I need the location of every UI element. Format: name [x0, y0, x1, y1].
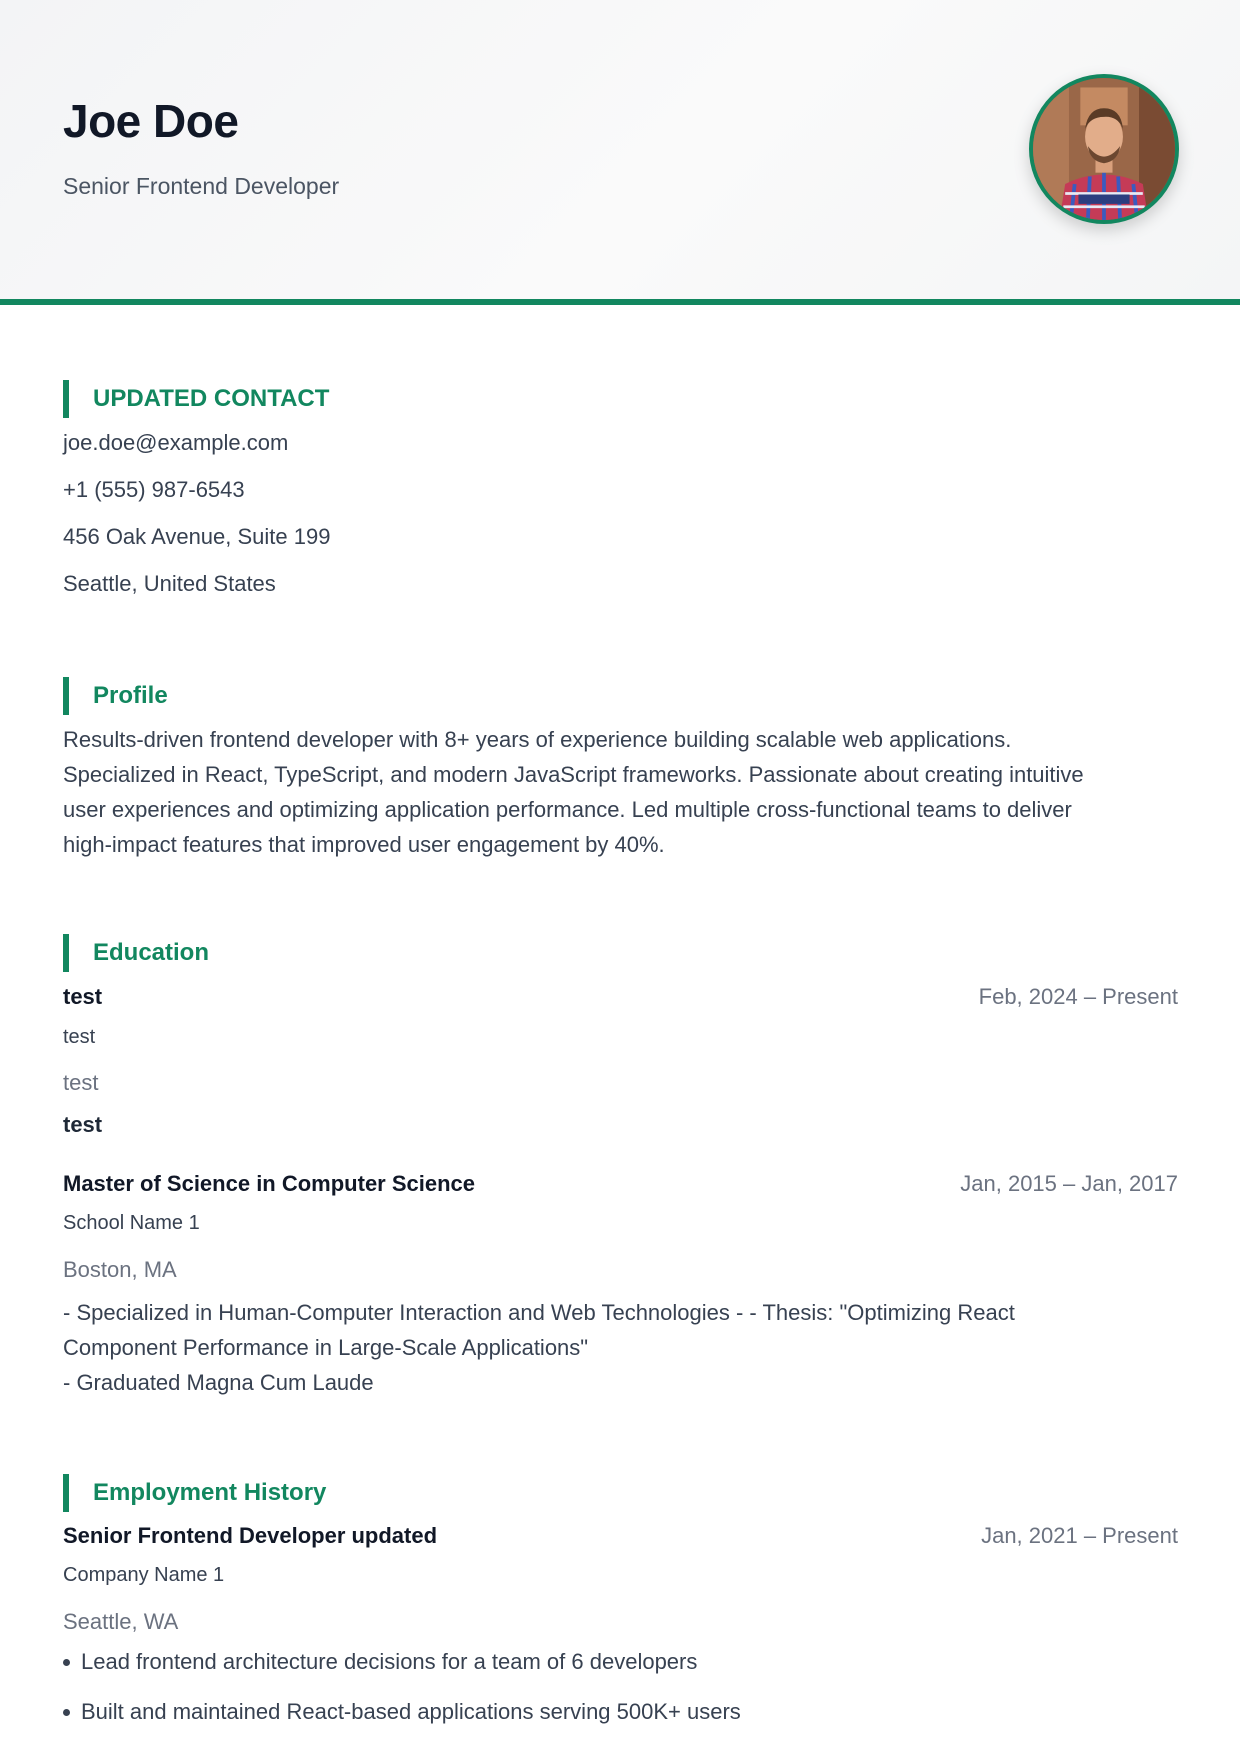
profile-line: Results-driven frontend developer with 8+ years of experience building scalable web applications.: [63, 727, 1012, 752]
employment-role: Senior Frontend Developer updated: [63, 1523, 438, 1548]
education-dates: Feb, 2024 – Present: [978, 984, 1178, 1009]
education-description: [63, 1295, 1183, 1400]
education-degree: test: [63, 984, 103, 1009]
contact-email[interactable]: joe.doe@example.com: [63, 430, 289, 455]
profile-line: high-impact features that improved user engagement by 40%.: [63, 832, 665, 857]
list-item: Lead frontend architecture decisions for a team of 6 developers: [63, 1647, 1183, 1697]
candidate-title: Senior Frontend Developer: [63, 173, 340, 199]
employment-company: Company Name 1: [63, 1564, 225, 1586]
employment-heading: Employment History: [63, 1474, 326, 1512]
education-description: test: [63, 1112, 103, 1137]
profile-heading: Profile: [63, 677, 168, 715]
contact-phone[interactable]: +1 (555) 987-6543: [63, 477, 245, 502]
education-location: Boston, MA: [63, 1257, 177, 1282]
education-dates: Jan, 2015 – Jan, 2017: [960, 1171, 1178, 1196]
resume-header: [0, 0, 1240, 299]
candidate-name: Joe Doe: [63, 95, 239, 147]
contact-heading: UPDATED CONTACT: [63, 380, 329, 418]
education-location: test: [63, 1070, 99, 1095]
header-accent-rule: [0, 299, 1240, 305]
employment-bullets: [63, 1647, 1183, 1747]
education-description-line: - Specialized in Human-Computer Interaction and Web Technologies - - Thesis: "Optimizing React: [63, 1300, 1015, 1325]
education-degree: Master of Science in Computer Science: [63, 1171, 476, 1196]
education-description-line: Component Performance in Large-Scale Applications": [63, 1335, 589, 1360]
education-school: School Name 1: [63, 1212, 200, 1234]
profile-line: Specialized in React, TypeScript, and modern JavaScript frameworks. Passionate about creating intuitive: [63, 762, 1084, 787]
contact-address: 456 Oak Avenue, Suite 199: [63, 524, 331, 549]
employment-dates: Jan, 2021 – Present: [981, 1523, 1178, 1548]
education-description-line: - Graduated Magna Cum Laude: [63, 1370, 374, 1395]
list-item: Built and maintained React-based applications serving 500K+ users: [63, 1697, 1183, 1747]
profile-line: user experiences and optimizing application performance. Led multiple cross-functional teams to deliver: [63, 797, 1072, 822]
education-school: test: [63, 1026, 96, 1048]
contact-city: Seattle, United States: [63, 571, 276, 596]
education-heading: Education: [63, 934, 209, 972]
employment-location: Seattle, WA: [63, 1609, 179, 1634]
profile-photo-illustration: [1033, 78, 1175, 220]
profile-photo: [1029, 74, 1179, 224]
profile-summary: [63, 722, 1183, 862]
